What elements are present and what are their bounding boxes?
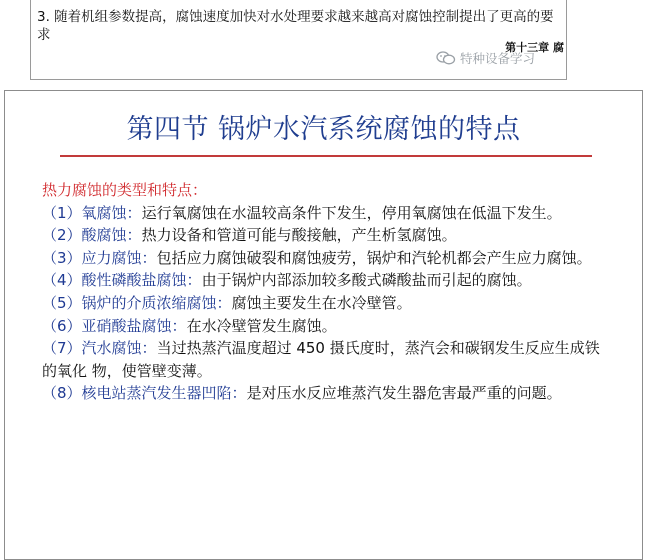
watermark-text: 特种设备学习 (460, 51, 536, 66)
item-name: 核电站蒸汽发生器凹陷： (81, 384, 247, 403)
item-description: 热力设备和管道可能与酸接触，产生析氢腐蚀。 (141, 226, 457, 245)
list-item (42, 224, 608, 247)
slide-content (42, 179, 608, 405)
item-description: 当过热蒸汽温度超过 450 摄氏度时，蒸汽会和碳钢发生反应生成铁的氧化 物，使管壁变薄。 (42, 339, 600, 380)
previous-slide (30, 0, 567, 80)
section-subtitle: 热力腐蚀的类型和特点： (42, 181, 208, 199)
item-number: （8） (42, 384, 82, 403)
watermark (436, 49, 535, 67)
item-description: 运行氧腐蚀在水温较高条件下发生，停用氧腐蚀在低温下发生。 (141, 203, 562, 222)
item-name: 酸腐蚀： (81, 226, 142, 245)
item-number: （2） (42, 226, 82, 245)
item-number: （1） (42, 203, 82, 222)
list-item (42, 247, 608, 270)
item-name: 汽水腐蚀： (81, 339, 157, 358)
item-name: 酸性磷酸盐腐蚀： (81, 271, 202, 290)
list-item (42, 382, 608, 405)
item-name: 亚硝酸盐腐蚀： (81, 316, 187, 335)
item-number: （6） (42, 316, 82, 335)
item-number: （5） (42, 293, 82, 312)
current-slide (4, 90, 643, 560)
item-description: 是对压水反应堆蒸汽发生器危害最严重的问题。 (246, 384, 562, 403)
wechat-icon (436, 51, 456, 65)
item-description: 在水冷壁管发生腐蚀。 (186, 316, 337, 335)
list-item (42, 202, 608, 225)
item-name: 氧腐蚀： (81, 203, 142, 222)
list-item (42, 292, 608, 315)
item-name: 锅炉的介质浓缩腐蚀： (81, 293, 232, 312)
item-description: 由于锅炉内部添加较多酸式磷酸盐而引起的腐蚀。 (201, 271, 532, 290)
item-number: （4） (42, 271, 82, 290)
title-divider (60, 155, 592, 157)
list-item (42, 337, 608, 382)
slide-title: 第四节 锅炉水汽系统腐蚀的特点 (126, 114, 521, 145)
list-item (42, 269, 608, 292)
list-item (42, 315, 608, 338)
item-description: 包括应力腐蚀破裂和腐蚀疲劳，锅炉和汽轮机都会产生应力腐蚀。 (156, 248, 592, 267)
item-description: 腐蚀主要发生在水冷壁管。 (231, 293, 412, 312)
chapter-footer: 第十三章 腐 (505, 41, 564, 54)
previous-slide-text: 3. 随着机组参数提高，腐蚀速度加快对水处理要求越来越高对腐蚀控制提出了更高的要求 (37, 9, 554, 43)
item-number: （7） (42, 339, 82, 358)
item-name: 应力腐蚀： (81, 248, 157, 267)
item-number: （3） (42, 248, 82, 267)
